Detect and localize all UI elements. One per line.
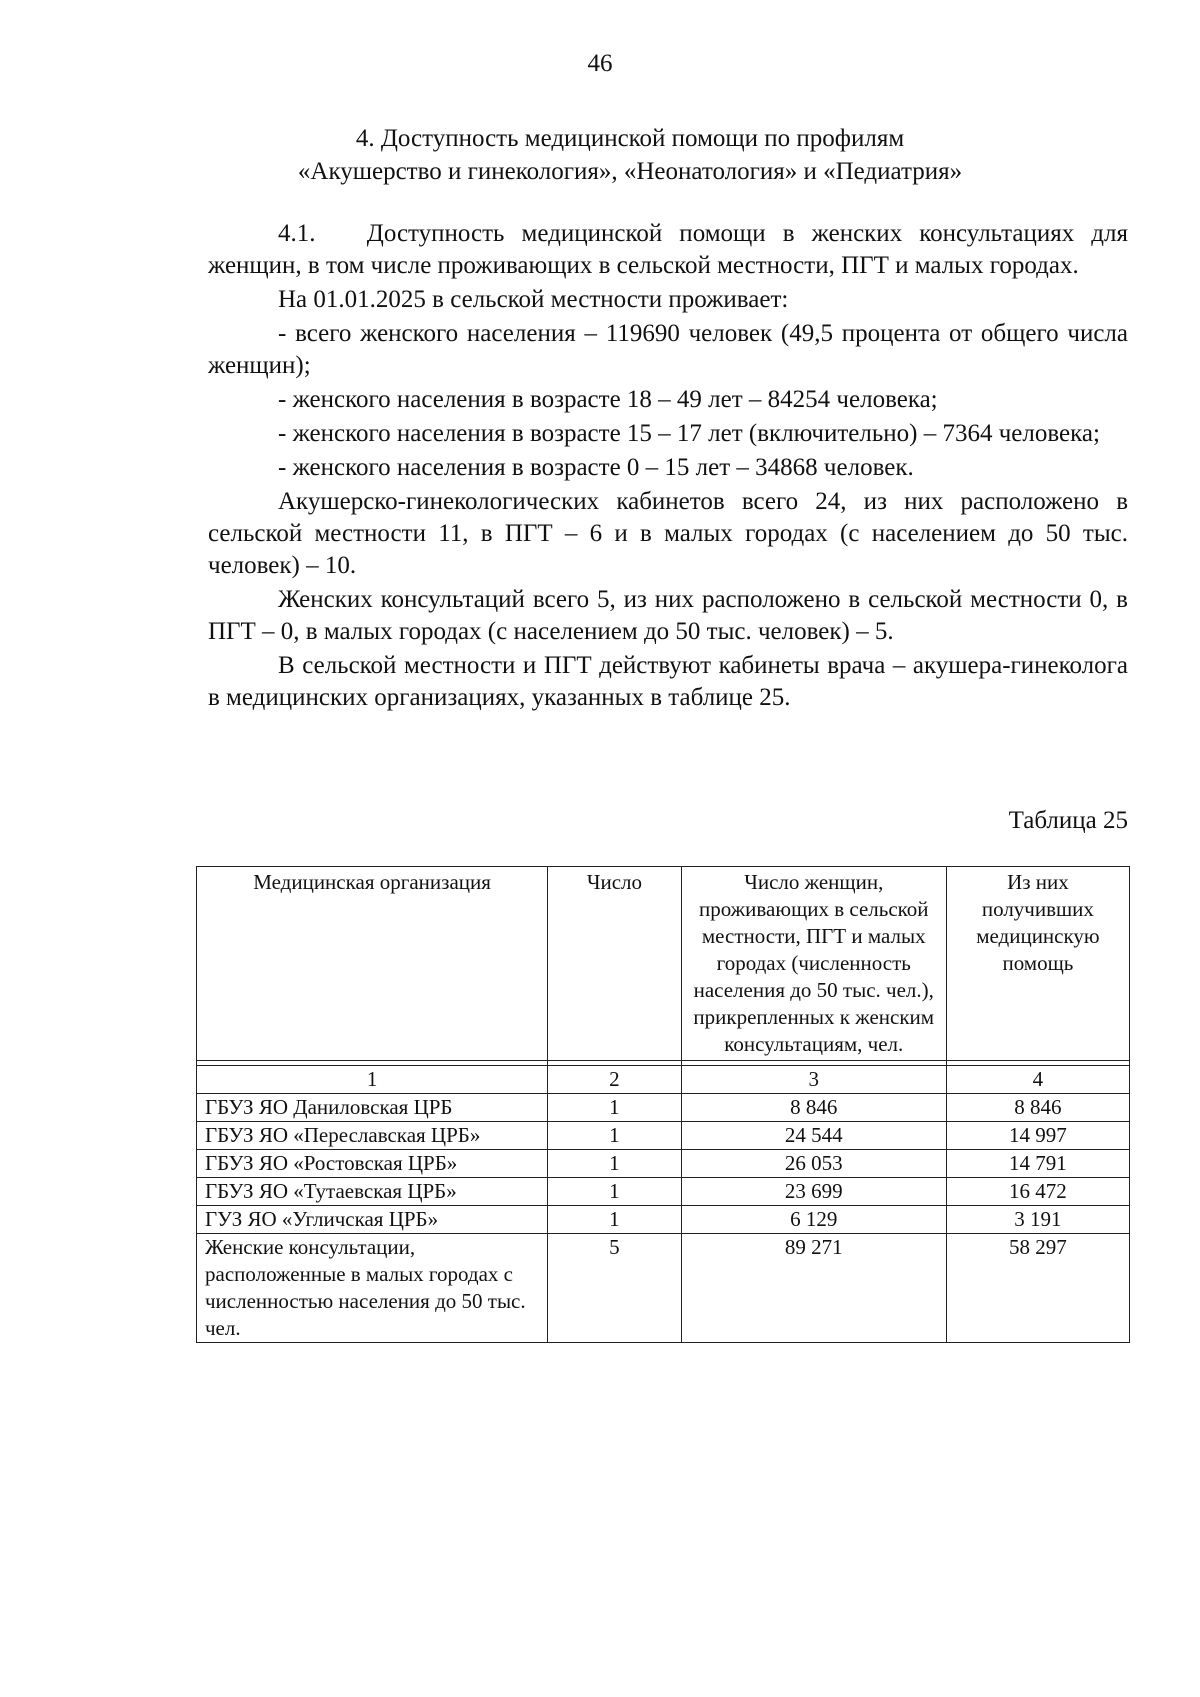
cell-count: 1: [548, 1094, 682, 1122]
paragraph: Женских консультаций всего 5, из них расположено в сельской местности 0, в ПГТ – 0, в малых городах (с населением до 50 тыс. человек) – 5.: [208, 586, 1128, 645]
section-title-line1: 4. Доступность медицинской помощи по профилям: [355, 125, 905, 152]
cell-women: 23 699: [681, 1178, 946, 1206]
cell-women: 6 129: [681, 1206, 946, 1234]
cell-organization: ГБУЗ ЯО «Тутаевская ЦРБ»: [197, 1178, 548, 1206]
table-row: [197, 1206, 1130, 1234]
table-header-row: [197, 867, 1130, 1061]
cell-count: 1: [548, 1206, 682, 1234]
cell-received: 14 791: [946, 1150, 1129, 1178]
paragraph: - женского населения в возрасте 18 – 49 лет – 84254 человека;: [278, 386, 938, 413]
header-received-care: Из них получивших медицинскую помощь: [946, 867, 1129, 1061]
cell-received: 58 297: [946, 1234, 1129, 1343]
paragraph: - женского населения в возрасте 15 – 17 лет (включительно) – 7364 человека;: [278, 420, 1100, 447]
header-organization: Медицинская организация: [197, 867, 548, 1061]
cell-count: 5: [548, 1234, 682, 1343]
cell-count: 1: [548, 1150, 682, 1178]
header-women-attached: Число женщин, проживающих в сельской местности, ПГТ и малых городах (численность населения до 50 тыс. чел.), прикрепленных к женским консультациям, чел.: [681, 867, 946, 1061]
section-title: [180, 122, 1080, 188]
cell-organization: ГБУЗ ЯО «Ростовская ЦРБ»: [197, 1150, 548, 1178]
cell-women: 24 544: [681, 1122, 946, 1150]
page-number: 46: [587, 50, 613, 77]
table-row: [197, 1178, 1130, 1206]
cell-women: 8 846: [681, 1094, 946, 1122]
subsection-text: Доступность медицинской помощи в женских консультациях для женщин, в том числе проживающих в сельской местности, ПГТ и малых городах.: [208, 220, 1129, 279]
paragraph: В сельской местности и ПГТ действуют кабинеты врача – акушера-гинеколога в медицинских организациях, указанных в таблице 25.: [208, 652, 1128, 711]
table-row: [197, 1122, 1130, 1150]
cell-organization: ГБУЗ ЯО «Переславская ЦРБ»: [197, 1122, 548, 1150]
cell-organization: ГУЗ ЯО «Угличская ЦРБ»: [197, 1206, 548, 1234]
cell-count: 1: [548, 1178, 682, 1206]
table-caption: Таблица 25: [1008, 807, 1128, 834]
body-text: [208, 218, 1128, 716]
cell-organization: ГБУЗ ЯО Даниловская ЦРБ: [197, 1094, 548, 1122]
paragraph: Акушерско-гинекологических кабинетов всего 24, из них расположено в сельской местности 11, в ПГТ – 6 и в малых городах (с населением до 50 тыс. человек) – 10.: [208, 488, 1128, 579]
table-row: [197, 1094, 1130, 1122]
column-number: 2: [548, 1066, 682, 1094]
cell-organization: Женские консультации, расположенные в малых городах с численностью населения до 50 тыс. чел.: [197, 1234, 548, 1343]
subsection-heading: [208, 218, 1128, 282]
cell-received: 3 191: [946, 1206, 1129, 1234]
table-row: [197, 1150, 1130, 1178]
column-number-row: [197, 1066, 1130, 1094]
cell-women: 26 053: [681, 1150, 946, 1178]
column-number: 3: [681, 1066, 946, 1094]
cell-women: 89 271: [681, 1234, 946, 1343]
section-title-line2: «Акушерство и гинекология», «Неонатология» и «Педиатрия»: [297, 158, 963, 185]
cell-received: 14 997: [946, 1122, 1129, 1150]
column-number: 1: [197, 1066, 548, 1094]
paragraph: На 01.01.2025 в сельской местности проживает:: [278, 286, 789, 313]
column-number: 4: [946, 1066, 1129, 1094]
paragraph: - женского населения в возрасте 0 – 15 лет – 34868 человек.: [278, 454, 914, 481]
header-count: Число: [548, 867, 682, 1061]
subsection-number: 4.1.: [278, 220, 316, 247]
cell-received: 16 472: [946, 1178, 1129, 1206]
cell-count: 1: [548, 1122, 682, 1150]
table-row: [197, 1234, 1130, 1343]
data-table: [196, 866, 1130, 1343]
cell-received: 8 846: [946, 1094, 1129, 1122]
paragraph: - всего женского населения – 119690 человек (49,5 процента от общего числа женщин);: [208, 320, 1128, 379]
